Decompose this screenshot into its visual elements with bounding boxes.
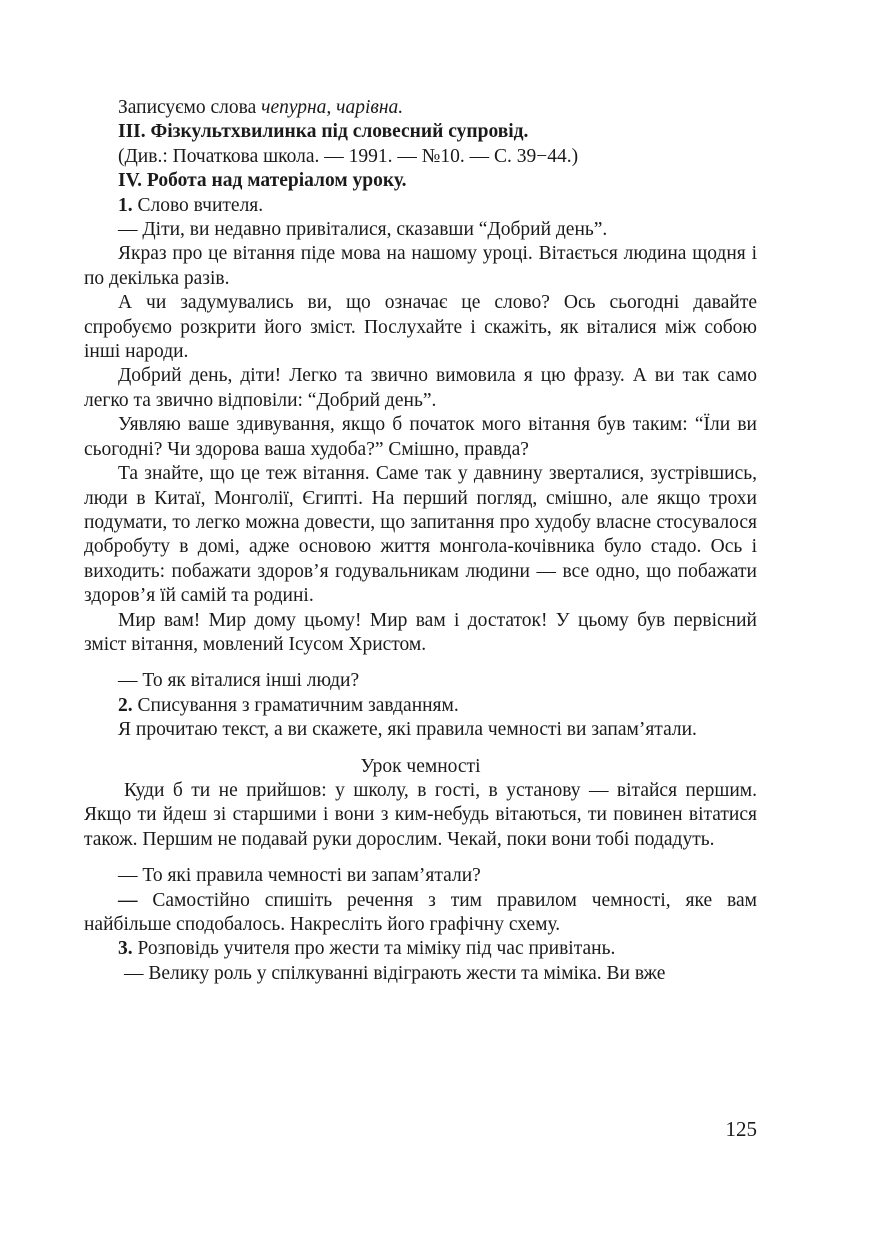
spacer	[84, 743, 757, 755]
paragraph: — То як віталися інші люди?	[118, 670, 360, 692]
paragraph: Добрий день, діти! Легко та звично вимовила я цю фразу. А ви так само легко та звично відповіли: “Добрий день”.	[84, 365, 757, 411]
page-number: 125	[725, 1117, 757, 1141]
spacer	[84, 657, 757, 669]
italic-words: чепурна, чарівна.	[261, 97, 404, 118]
item-number: 2.	[118, 694, 133, 716]
paragraph: А чи задумувались ви, що означає це слово? Ось сьогодні давайте спробуємо розкрити його зміст. Послухайте і скажіть, як віталися між собою інші народи.	[84, 292, 757, 363]
item-number: 1.	[118, 194, 133, 216]
text-title: Урок чемності	[360, 755, 481, 777]
item-text: Списування з граматичним завданням.	[132, 694, 459, 716]
reference-line: (Див.: Початкова школа. — 1991. — №10. — С. 39−44.)	[118, 145, 579, 167]
paragraph: — То які правила чемності ви запам’ятали?	[118, 865, 481, 887]
paragraph: Мир вам! Мир дому цьому! Мир вам і достаток! У цьому був первісний зміст вітання, мовлений Ісусом Христом.	[84, 609, 757, 655]
dash: —	[118, 889, 138, 911]
paragraph: Уявляю ваше здивування, якщо б початок мого вітання був таким: “Їли ви сьогодні? Чи здорова ваша худоба?” Смішно, правда?	[84, 414, 757, 460]
section-heading-4: IV. Робота над матеріалом уроку.	[118, 170, 407, 192]
numbered-item-2	[84, 694, 757, 718]
text-span: Самостійно спишіть речення з тим правилом чемності, яке вам найбільше сподобалось. Накресліть його графічну схему.	[84, 889, 757, 935]
paragraph: Та знайте, що це теж вітання. Саме так у давнину зверталися, зустрівшись, люди в Китаї, Монголії, Єгипті. На перший погляд, смішно, але якщо трохи подумати, то легко можна довести, що запитання про худобу власне стосувалося добробуту в домі, адже основою життя монгола-кочівника було стадо. Ось і виходить: побажати здоров’я годувальникам людини — все одно, що побажати здоров’я їй самій та родині.	[84, 463, 757, 607]
section-heading-3: ІІІ. Фізкультхвилинка під словесний супровід.	[118, 121, 529, 143]
numbered-item-3	[84, 937, 757, 961]
paragraph: Куди б ти не прийшов: у школу, в гості, в установу — вітайся першим. Якщо ти йдеш зі старшими і вони з ким-небудь вітаються, ти повинен вітатися також. Першим не подавай руки дорослим. Чекай, поки вони тобі подадуть.	[84, 779, 757, 850]
text-span: Записуємо слова	[118, 97, 262, 118]
spacer	[84, 852, 757, 864]
paragraph: Я прочитаю текст, а ви скажете, які правила чемності ви запам’ятали.	[118, 719, 697, 741]
text-line	[84, 96, 757, 120]
item-text: Слово вчителя.	[132, 194, 264, 216]
paragraph: — Діти, ви недавно привіталися, сказавши “Добрий день”.	[118, 219, 608, 241]
page-body	[84, 96, 757, 986]
numbered-item-1	[84, 194, 757, 218]
item-text: Розповідь учителя про жести та міміку під час привітань.	[132, 938, 616, 960]
paragraph	[84, 889, 757, 938]
paragraph: — Велику роль у спілкуванні відіграють жести та міміка. Ви вже	[124, 962, 666, 984]
paragraph: Якраз про це вітання піде мова на нашому уроці. Вітається людина щодня і по декілька разів.	[84, 243, 757, 289]
item-number: 3.	[118, 938, 133, 960]
